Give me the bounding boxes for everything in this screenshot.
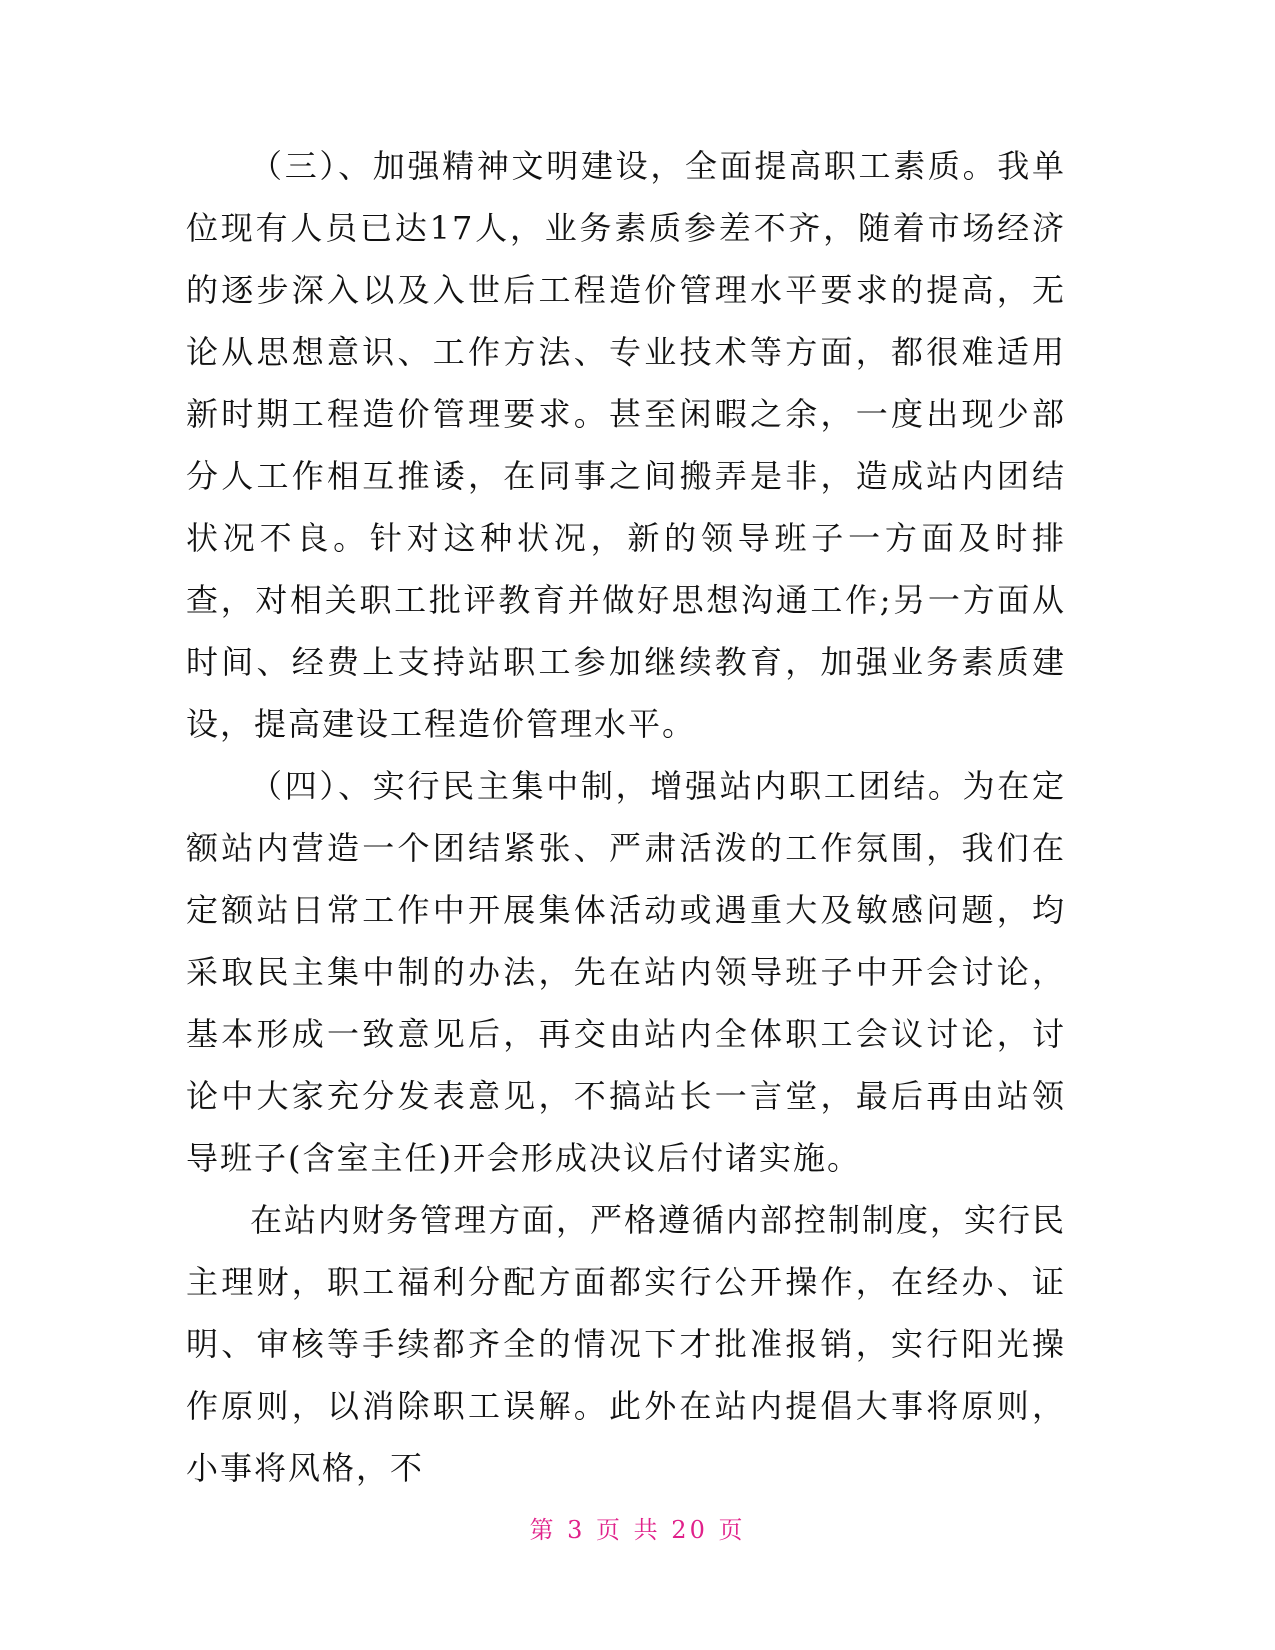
page-number-footer: 第 3 页 共 20 页	[529, 1516, 746, 1544]
document-body	[186, 135, 1066, 1499]
paragraph-finance: 在站内财务管理方面，严格遵循内部控制制度，实行民主理财，职工福利分配方面都实行公开操作，在经办、证明、审核等手续都齐全的情况下才批准报销，实行阳光操作原则，以消除职工误解。此外在站内提倡大事将原则，小事将风格，不	[186, 1201, 1067, 1487]
paragraph-section-3: （三）、加强精神文明建设，全面提高职工素质。我单位现有人员已达17人，业务素质参差不齐，随着市场经济的逐步深入以及入世后工程造价管理水平要求的提高，无论从思想意识、工作方法、专业技术等方面，都很难适用新时期工程造价管理要求。甚至闲暇之余，一度出现少部分人工作相互推诿，在同事之间搬弄是非，造成站内团结状况不良。针对这种状况，新的领导班子一方面及时排查，对相关职工批评教育并做好思想沟通工作;另一方面从时间、经费上支持站职工参加继续教育，加强业务素质建设，提高建设工程造价管理水平。	[186, 147, 1066, 743]
paragraph-section-4: （四）、实行民主集中制，增强站内职工团结。为在定额站内营造一个团结紧张、严肃活泼的工作氛围，我们在定额站日常工作中开展集体活动或遇重大及敏感问题，均采取民主集中制的办法，先在站内领导班子中开会讨论，基本形成一致意见后，再交由站内全体职工会议讨论，讨论中大家充分发表意见，不搞站长一言堂，最后再由站领导班子(含室主任)开会形成决议后付诸实施。	[186, 767, 1066, 1177]
